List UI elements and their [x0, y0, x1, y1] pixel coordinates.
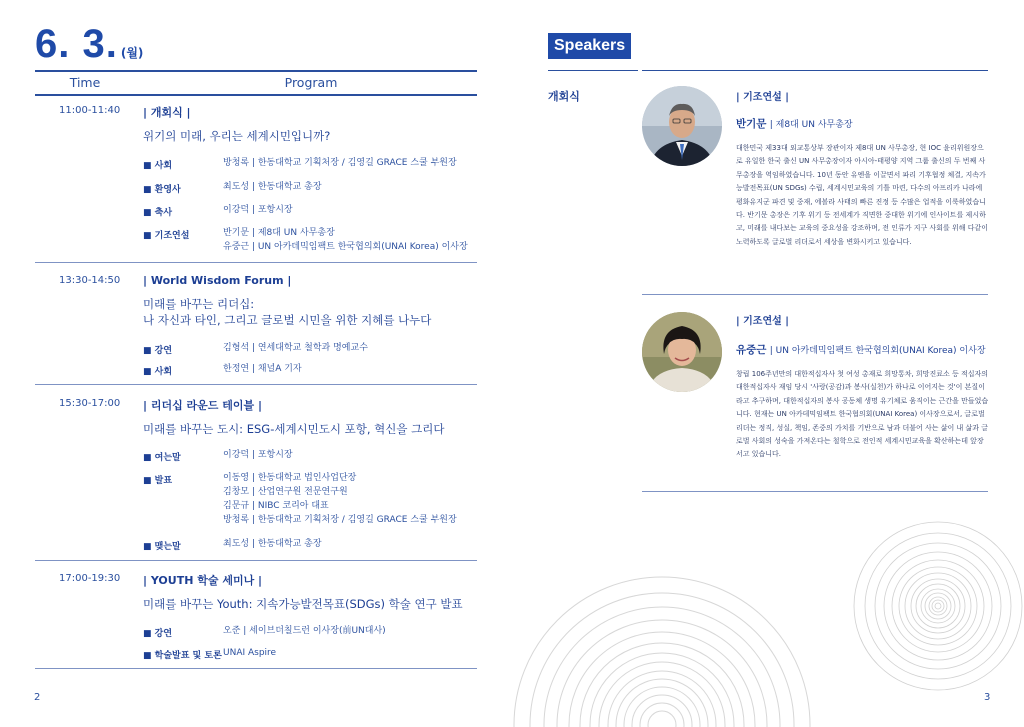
- decorative-circles-small: [850, 518, 1024, 692]
- speaker-name: 유중근: [736, 344, 767, 356]
- speaker-bio: 대한민국 제33대 외교통상부 장관이자 제8대 UN 사무총장, 현 IOC 윤리위원장으로 유일한 한국 출신 UN 사무총장이자 아시아-태평양 지역 그룹 출신의 두 번째 사무총장을 역임하였습니다. 10년 동안 유엔을 이끌면서 파리 기후협정 체결, 지속가능발전목표(UN SDGs) 수립, 세계시민교육의 기틀 마련, 다수의 아프리카 나라에 평화유지군 파견 및 중재, 에볼라 사태의 빠른 진정 등 수많은 업적을 이룩하였습니다. 반기문 총장은 기후 위기 등 전세계가 직면한 중대한 위기에 인사이트를 제시하고, 미래를 내다보는 교육의 중요성을 강조하며, 전 인류가 지구 사회를 위해 다같이 노력하도록 글로벌 리더로서 세상을 변화시키고 있습니다.: [736, 144, 989, 246]
- divider: [642, 294, 988, 295]
- session-subtitle: 미래를 바꾸는 Youth: 지속가능발전목표(SDGs) 학술 연구 발표: [143, 597, 463, 611]
- person: 김창모 | 산업연구원 전문연구원: [223, 487, 348, 497]
- person: 최도성 | 한동대학교 총장: [223, 182, 322, 192]
- role-names: [223, 471, 457, 527]
- role-names: [223, 203, 293, 217]
- speaker-name-line: [736, 116, 853, 131]
- decorative-circles-large: [512, 540, 812, 727]
- table-header: [35, 70, 477, 96]
- person: 방청록 | 한동대학교 기획처장 / 김영길 GRACE 스쿨 부원장: [223, 158, 457, 168]
- speaker-photo: [642, 312, 722, 392]
- speaker-photo: [642, 86, 722, 166]
- session-subtitle: 위기의 미래, 우리는 세계시민입니까?: [143, 129, 331, 143]
- role-names: [223, 448, 293, 462]
- role-label: ■ 사회: [143, 367, 173, 377]
- session-subtitle: 미래를 바꾸는 리더십: 나 자신과 타인, 그리고 글로벌 시민을 위한 지혜를 나누다: [143, 297, 432, 327]
- session-time: 13:30-14:50: [59, 275, 121, 286]
- divider: [642, 70, 988, 71]
- session-time: 15:30-17:00: [59, 398, 121, 409]
- header-time: Time: [69, 75, 101, 90]
- speaker-name-line: [736, 342, 986, 357]
- session-title: | 개회식 |: [143, 106, 191, 119]
- role-label: ■ 학술발표 및 토론: [143, 651, 222, 661]
- speakers-page: [512, 0, 1024, 727]
- role-label: ■ 강연: [143, 629, 173, 639]
- role-names: [223, 226, 468, 254]
- person: 반기문 | 제8대 UN 사무총장: [223, 228, 335, 238]
- person: 이강덕 | 포항시장: [223, 450, 293, 460]
- role-names: [223, 624, 386, 638]
- person: 한정연 | 채널A 기자: [223, 364, 302, 374]
- session-time: 11:00-11:40: [59, 105, 121, 116]
- speaker-affiliation: | UN 아카데믹임팩트 한국협의회(UNAI Korea) 이사장: [769, 346, 986, 356]
- role-names: [223, 180, 322, 194]
- role-label: ■ 강연: [143, 346, 173, 356]
- person: 유중근 | UN 아카데믹임팩트 한국협의회(UNAI Korea) 이사장: [223, 242, 468, 252]
- role-names: [223, 646, 276, 660]
- speaker-card: [642, 86, 988, 286]
- speaker-affiliation: | 제8대 UN 사무총장: [769, 120, 853, 130]
- divider: [642, 491, 988, 492]
- header-program: Program: [284, 75, 338, 90]
- session-opening: [35, 94, 477, 263]
- person: 최도성 | 한동대학교 총장: [223, 539, 322, 549]
- role-names: [223, 362, 302, 376]
- weekday: (월): [120, 46, 144, 60]
- session-youth-seminar: [35, 561, 477, 669]
- date-heading: [35, 22, 143, 67]
- person: 오준 | 세이브더칠드런 이사장(前UN대사): [223, 626, 386, 636]
- session-time: 17:00-19:30: [59, 573, 121, 584]
- speaker-role: | 기조연설 |: [736, 316, 789, 327]
- speaker-card: [642, 310, 988, 490]
- session-world-wisdom-forum: [35, 263, 477, 385]
- person: 김문규 | NIBC 코리아 대표: [223, 501, 329, 511]
- session-leadership-roundtable: [35, 385, 477, 561]
- speaker-name: 반기문: [736, 118, 767, 130]
- role-label: ■ 사회: [143, 161, 173, 171]
- person: UNAI Aspire: [223, 648, 277, 658]
- person: 방청록 | 한동대학교 기획처장 / 김영길 GRACE 스쿨 부원장: [223, 515, 457, 525]
- speakers-badge: Speakers: [548, 33, 631, 59]
- role-names: [223, 156, 457, 170]
- speaker-bio: 창립 106주년만의 대한적십자사 첫 여성 총재로 희망통차, 희망진료소 등 적십자의 대한적십자사 재임 당시 '사랑(공감)과 봉사(실천)가 하나로 이어지는 것'이 본질이라고 추구하며, 대한적십자의 봉사 공동체 생명 유기체로 움직이는 근간을 만들었습니다. 현재는 UN 아카데믹임팩트 한국협의회(UNAI Korea) 이사장으로서, 글로벌 리더는 정직, 성실, 책임, 존중의 가치를 기반으로 남과 더불어 사는 삶이 내 삶과 글로벌 사회의 성숙을 가져온다는 철학으로 전인적 세계시민교육을 확산하는데 앞장서고 있습니다.: [736, 370, 989, 459]
- role-label: ■ 맺는말: [143, 542, 181, 552]
- session-title: | World Wisdom Forum |: [143, 274, 292, 287]
- role-label: ■ 축사: [143, 208, 173, 218]
- session-title: | YOUTH 학술 세미나 |: [143, 574, 263, 587]
- session-subtitle: 미래를 바꾸는 도시: ESG-세계시민도시 포항, 혁신을 그리다: [143, 422, 445, 436]
- person: 이동영 | 한동대학교 법인사업단장: [223, 473, 357, 483]
- person: 이강덕 | 포항시장: [223, 205, 293, 215]
- page-number: 3: [984, 692, 991, 703]
- date: 6. 3.: [35, 22, 118, 66]
- role-label: ■ 환영사: [143, 185, 181, 195]
- role-names: [223, 341, 368, 355]
- divider: [548, 70, 638, 71]
- person: 김형석 | 연세대학교 철학과 명예교수: [223, 343, 368, 353]
- session-title: | 리더십 라운드 테이블 |: [143, 399, 262, 412]
- speaker-role: | 기조연설 |: [736, 92, 789, 103]
- role-names: [223, 537, 322, 551]
- section-label: 개회식: [548, 90, 580, 103]
- role-label: ■ 발표: [143, 476, 173, 486]
- page-number: 2: [34, 692, 41, 703]
- role-label: ■ 여는말: [143, 453, 181, 463]
- role-label: ■ 기조연설: [143, 231, 190, 241]
